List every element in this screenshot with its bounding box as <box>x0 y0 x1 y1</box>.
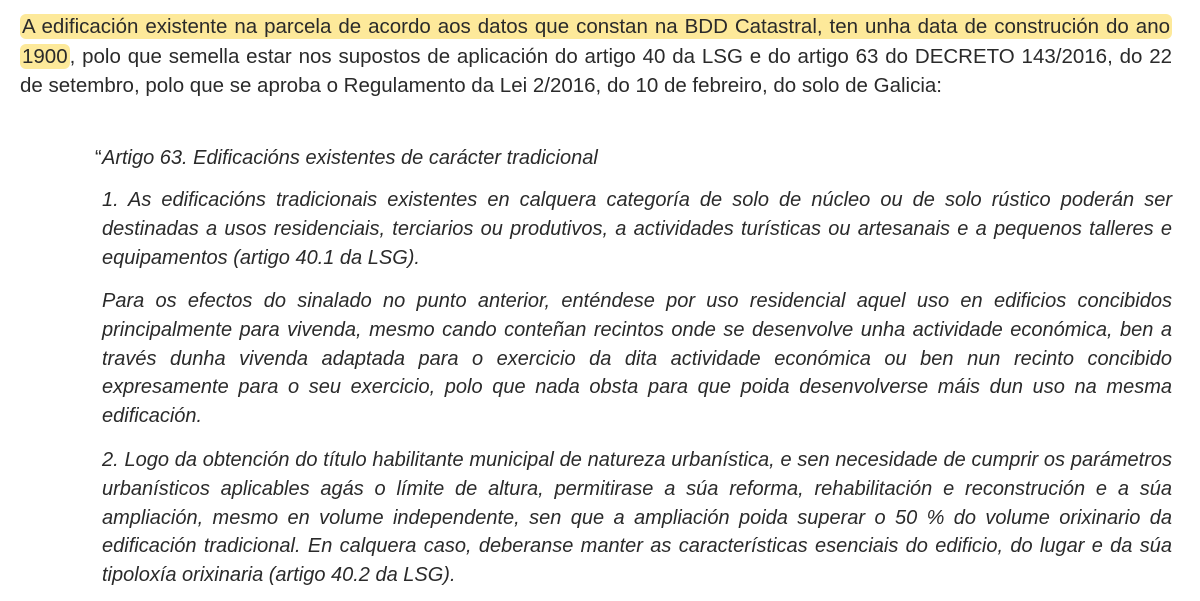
opening-quote-mark: “ <box>95 147 102 169</box>
intro-rest-text: , polo que semella estar nos supostos de aplicación do artigo 40 da LSG e do artigo 63 do DECRETO 143/2016, do 22 de setembro, polo que se aproba o Regulamento da Lei 2/2016, do 10 de febreiro, do solo de Galicia: <box>20 44 1172 97</box>
highlighted-text: A edificación existente na parcela de acordo aos datos que constan na BDD Catastral, ten unha data de construción do ano 1900 <box>22 15 1170 68</box>
quote-paragraph-3: 2. Logo da obtención do título habilitante municipal de natureza urbanística, e sen necesidade de cumprir os parámetros urbanísticos aplicables agás o límite de altura, permitirase a súa reforma, rehabilitación e reconstrución e a súa ampliación, mesmo en volume independente, sen que a ampliación poida superar o 50 % do volume orixinario da edificación tradicional. En calquera caso, deberanse manter as características esenciais do edificio, do lugar e da súa tipoloxía orixinaria (artigo 40.2 da LSG). <box>102 449 1172 587</box>
intro-paragraph <box>20 12 1172 101</box>
quote-paragraph-2: Para os efectos do sinalado no punto anterior, enténdese por uso residencial aquel uso en edificios concibidos principalmente para vivenda, mesmo cando conteñan recintos onde se desenvolve unha actividade económica, ben a través dunha vivenda adaptada para o exercicio da dita actividade económica ou ben nun recinto concibido expresamente para o seu exercicio, polo que nada obsta para que poida desenvolverse máis dun uso na mesma edificación. <box>102 290 1172 428</box>
quote-article-title: Artigo 63. Edificacións existentes de carácter tradicional <box>102 147 598 169</box>
quote-paragraph-1: 1. As edificacións tradicionais existentes en calquera categoría de solo de núcleo ou de solo rústico poderán ser destinadas a usos residenciais, terciarios ou produtivos, a actividades turísticas ou artesanais e a pequenos talleres e equipamentos (artigo 40.1 da LSG). <box>102 189 1172 269</box>
